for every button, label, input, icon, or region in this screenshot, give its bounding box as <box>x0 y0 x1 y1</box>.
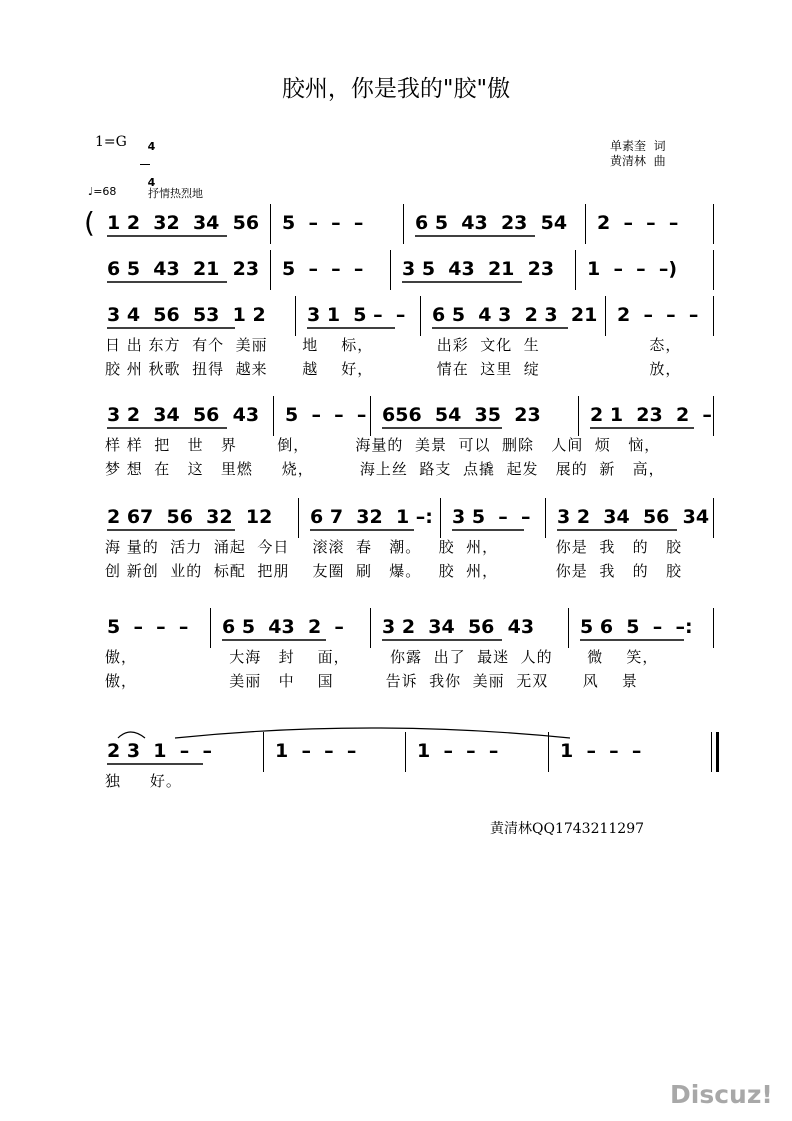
measure: 3 2 34 56 34 <box>557 506 710 528</box>
measure: 1 – – – <box>560 740 642 762</box>
watermark-logo: Discuz! <box>670 1080 773 1109</box>
measure: 3 5 43 21 23 <box>402 258 555 280</box>
lyric-line-1: 独 好。 <box>105 772 182 790</box>
song-title: 胶州，你是我的"胶"傲 <box>281 76 511 102</box>
measure: 6 7 32 1 –: <box>310 506 433 528</box>
slur-arc <box>118 732 145 738</box>
lyric-line-1: 日 出 东方 有个 美丽 地 标， 出彩 文化 生 态， <box>105 336 682 354</box>
time-signature-top: 4 <box>147 140 156 153</box>
measure: 656 54 35 23 <box>382 404 541 426</box>
measure: 2 – – – <box>617 304 699 326</box>
measure: 6 5 43 21 23 <box>107 258 260 280</box>
measure: 5 – – – <box>282 258 364 280</box>
measure: 6 5 4 3 2 3 21 <box>432 304 598 326</box>
measure: 5 – – – <box>107 616 189 638</box>
measure: 5 – – – <box>282 212 364 234</box>
lyric-line-1: 样 样 把 世 界 倒， 海量的 美景 可以 删除 人间 烦 恼， <box>105 436 661 454</box>
lyric-line-2: 梦 想 在 这 里燃 烧， 海上丝 路支 点撬 起发 展的 新 高， <box>105 460 665 478</box>
measure: 5 – – – <box>285 404 367 426</box>
expression-marking: 抒情热烈地 <box>148 187 203 200</box>
measure: 2 67 56 32 12 <box>107 506 273 528</box>
measure: 3 2 34 56 43 <box>382 616 535 638</box>
measure: 3 4 56 53 1 2 <box>107 304 266 326</box>
arranger-credit: 黄清林QQ1743211297 <box>490 821 645 837</box>
tempo-marking: ♩=68 <box>88 185 117 198</box>
lyric-line-1: 傲， 大海 封 面， 你露 出了 最迷 人的 微 笑， <box>105 648 659 666</box>
measure: 1 2 32 34 56 <box>107 212 260 234</box>
lyric-line-2: 胶 州 秋歌 扭得 越来 越 好， 情在 这里 绽 放， <box>105 360 682 378</box>
key-signature: 1=G <box>95 134 127 150</box>
measure: 6 5 43 2 – <box>222 616 344 638</box>
measure: 2 1 23 2 – <box>590 404 712 426</box>
measure: 2 3 1 – – <box>107 740 212 762</box>
lyric-line-2: 创 新创 业的 标配 把朋 友圈 刷 爆。 胶 州， 你是 我 的 胶 <box>105 562 682 580</box>
lyric-line-2: 傲， 美丽 中 国 告诉 我你 美丽 无双 风 景 <box>105 672 638 690</box>
measure: 3 5 – – <box>452 506 531 528</box>
composer-credit: 黄清林 曲 <box>610 154 666 168</box>
measure: 2 – – – <box>597 212 679 234</box>
measure: 1 – – – <box>275 740 357 762</box>
measure: 1 – – –) <box>587 258 678 280</box>
measure: 3 1 5 – – <box>307 304 406 326</box>
lyric-line-1: 海 量的 活力 涌起 今日 滚滚 春 潮。 胶 州， 你是 我 的 胶 <box>105 538 682 556</box>
lyricist-credit: 单素奎 词 <box>610 139 666 153</box>
repeat-open-paren: ( <box>84 206 95 239</box>
measure: 6 5 43 23 54 <box>415 212 568 234</box>
measure: 5 6 5 – –: <box>580 616 693 638</box>
tie-arc <box>175 728 570 738</box>
time-signature-bottom: 4 <box>147 176 156 189</box>
measure: 1 – – – <box>417 740 499 762</box>
measure: 3 2 34 56 43 <box>107 404 260 426</box>
